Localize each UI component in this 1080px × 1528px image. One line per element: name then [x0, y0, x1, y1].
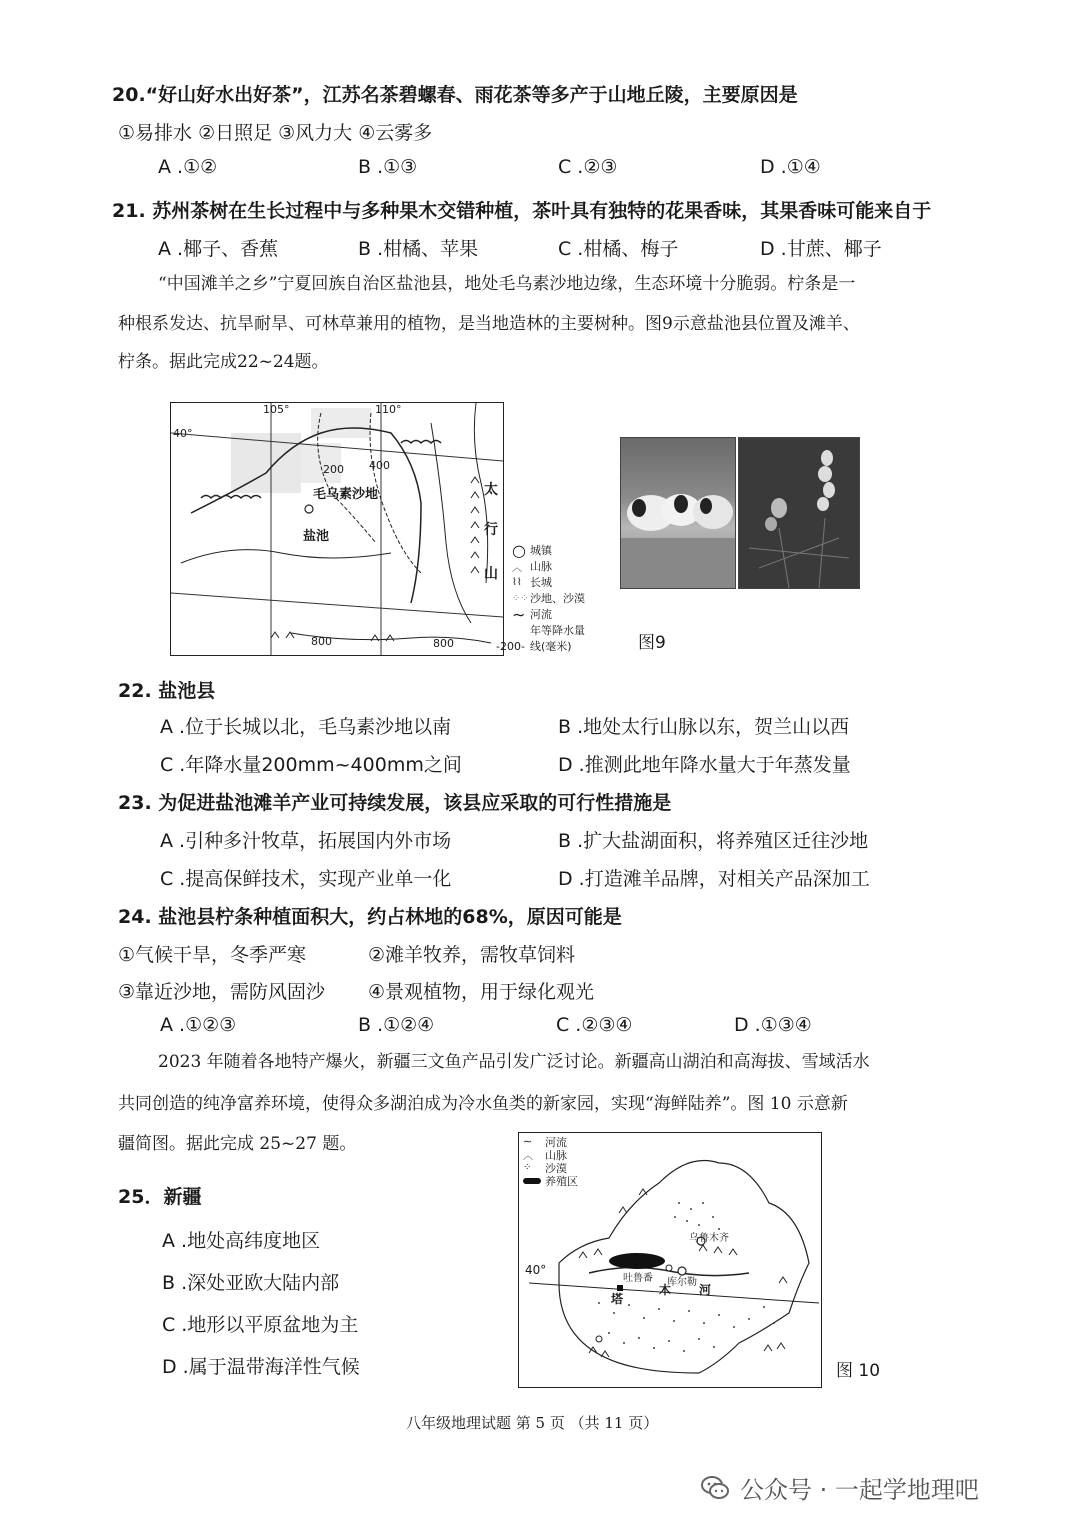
fig9-caption: 图9 [638, 633, 666, 653]
q24-item-4: ④景观植物，用于绿化观光 [368, 981, 595, 1003]
page-footer: 八年级地理试题 第 5 页 （共 11 页） [406, 1414, 659, 1432]
q25-option-d: D .属于温带海洋性气候 [162, 1356, 360, 1378]
fig10-korla: 库尔勒 [667, 1277, 697, 1288]
fig9-iso-200: 200 [323, 463, 344, 476]
fig9-iso-800b: 800 [433, 637, 454, 650]
great-wall-icon: ⌇⌇ [512, 576, 522, 588]
q21-stem: 21. 苏州茶树在生长过程中与多种果木交错种植，茶叶具有独特的花果香味，其果香味可能来自于 [112, 200, 932, 222]
passage2-line2: 共同创造的纯净富养环境，使得众多湖泊成为冷水鱼类的新家园，实现“海鲜陆养”。图 10 示意新 [118, 1094, 848, 1114]
q21-option-d: D .甘蔗、椰子 [760, 238, 882, 260]
wechat-icon [700, 1473, 730, 1503]
fig9-hang-label: 行 [484, 522, 498, 538]
mountain-icon: ︿ [512, 562, 522, 574]
q25-option-b: B .深处亚欧大陆内部 [162, 1272, 340, 1294]
q21-option-c: C .柑橘、梅子 [558, 238, 679, 260]
legend-isohyet: 年等降水量 [530, 624, 585, 637]
q23-option-b: B .扩大盐湖面积，将养殖区迁往沙地 [558, 830, 869, 852]
watermark [700, 1470, 979, 1505]
sand-icon: ⁘⁘ [512, 592, 529, 604]
legend-greatwall: ⌇⌇ 长城 [512, 576, 552, 589]
fig9-legend [496, 540, 612, 654]
fig9-iso-400: 400 [369, 459, 390, 472]
legend-isohyet-unit: -200- 线(毫米) [496, 639, 572, 653]
q21-option-a: A .椰子、香蕉 [158, 238, 279, 260]
fig9-lon-105: 105° [263, 403, 290, 416]
q22-option-c: C .年降水量200mm~400mm之间 [160, 754, 462, 776]
legend-mountain: ︿ 山脉 [512, 560, 552, 574]
fig10-caption: 图 10 [836, 1361, 881, 1381]
legend-river: ∼ 河流 [523, 1135, 567, 1149]
q25-option-a: A .地处高纬度地区 [162, 1230, 321, 1252]
q24-item-3: ③靠近沙地，需防风固沙 [118, 981, 326, 1003]
q22-option-d: D .推测此地年降水量大于年蒸发量 [558, 754, 851, 776]
q22-option-a: A .位于长城以北，毛乌素沙地以南 [160, 716, 452, 738]
q24-option-c: C .②③④ [556, 1014, 633, 1036]
passage1-line2: 种根系发达、抗旱耐旱、可林草兼用的植物，是当地造林的主要树种。图9示意盐池县位置及滩羊、 [118, 314, 860, 334]
mountain-icon: ︿ [523, 1151, 533, 1162]
q24-item-2: ②滩羊牧养，需牧草饲料 [368, 944, 576, 966]
legend-mountain: ︿ 山脉 [523, 1148, 567, 1162]
fig10-legend [523, 1135, 578, 1187]
passage2-line3: 疆简图。据此完成 25~27 题。 [118, 1134, 357, 1154]
desert-icon: ⁘ [523, 1162, 532, 1173]
legend-desert: ⁘ 沙漠 [523, 1161, 567, 1175]
fig10-turpan: 吐鲁番 [623, 1273, 653, 1284]
fig9-iso-800a: 800 [311, 635, 332, 648]
q24-stem: 24. 盐池县柠条种植面积大，约占林地的68%，原因可能是 [118, 906, 622, 928]
q25-option-c: C .地形以平原盆地为主 [162, 1314, 359, 1336]
fig9-yanchi-label: 盐池 [303, 529, 330, 544]
passage1-line3: 柠条。据此完成22~24题。 [118, 352, 329, 372]
isohyet-symbol: -200- [496, 639, 525, 653]
passage1-line1: “中国滩羊之乡”宁夏回族自治区盐池县，地处毛乌素沙地边缘，生态环境十分脆弱。柠条是一 [158, 274, 856, 294]
q22-option-b: B .地处太行山脉以东，贺兰山以西 [558, 716, 850, 738]
fig10-lat-40: 40° [525, 1263, 547, 1277]
q24-item-1: ①气候干旱，冬季严寒 [118, 944, 307, 966]
fig9-sheep-photo [620, 437, 736, 589]
q24-option-b: B .①②④ [358, 1014, 435, 1036]
q23-option-d: D .打造滩羊品牌，对相关产品深加工 [558, 868, 870, 890]
q23-stem: 23. 为促进盐池滩羊产业可持续发展，该县应采取的可行性措施是 [118, 792, 672, 814]
q24-option-d: D .①③④ [734, 1014, 812, 1036]
watermark-text: 公众号 · 一起学地理吧 [740, 1476, 979, 1504]
river-icon: ∼ [523, 1135, 533, 1148]
q24-option-a: A .①②③ [160, 1014, 237, 1036]
q20-option-d: D .①④ [760, 156, 821, 178]
q20-option-c: C .②③ [558, 156, 618, 178]
q23-option-a: A .引种多汁牧草，拓展国内外市场 [160, 830, 452, 852]
fig10-tarim-2: 木 [659, 1283, 672, 1297]
fig9-map [170, 402, 504, 656]
fig10-tarim-3: 河 [699, 1283, 712, 1297]
fig9-lat-40: 40° [173, 427, 193, 440]
fig9-shan-label: 山 [484, 566, 498, 582]
fig9-tai-label: 太 [484, 482, 498, 498]
q21-option-b: B .柑橘、苹果 [358, 238, 479, 260]
fig9-maowusu-label: 毛乌素沙地 [313, 487, 379, 502]
legend-sand: ⁘⁘ 沙地、沙漠 [512, 592, 585, 605]
aquaculture-icon [523, 1178, 541, 1184]
legend-river: ∼ 河流 [512, 604, 552, 624]
q25-stem: 25．新疆 [118, 1186, 202, 1208]
q20-option-a: A .①② [158, 156, 218, 178]
fig10-urumqi: 乌鲁木齐 [689, 1233, 729, 1244]
passage2-line1: 2023 年随着各地特产爆火，新疆三文鱼产品引发广泛讨论。新疆高山湖泊和高海拔、雪域活水 [158, 1052, 870, 1072]
q23-option-c: C .提高保鲜技术，实现产业单一化 [160, 868, 452, 890]
legend-town: ○ 城镇 [512, 540, 552, 560]
river-icon: ∼ [512, 604, 526, 624]
q22-stem: 22. 盐池县 [118, 680, 216, 702]
town-icon: ○ [512, 540, 526, 560]
q20-option-b: B .①③ [358, 156, 418, 178]
fig9-lon-110: 110° [375, 403, 402, 416]
fig10-tarim-1: 塔 [611, 1292, 624, 1306]
fig10-map [518, 1132, 822, 1388]
legend-aquaculture: 养殖区 [523, 1174, 578, 1187]
q20-items: ①易排水 ②日照足 ③风力大 ④云雾多 [118, 122, 433, 144]
q20-stem: 20.“好山好水出好茶”，江苏名茶碧螺春、雨花茶等多产于山地丘陵，主要原因是 [112, 84, 798, 106]
fig9-caragana-photo [738, 437, 860, 589]
